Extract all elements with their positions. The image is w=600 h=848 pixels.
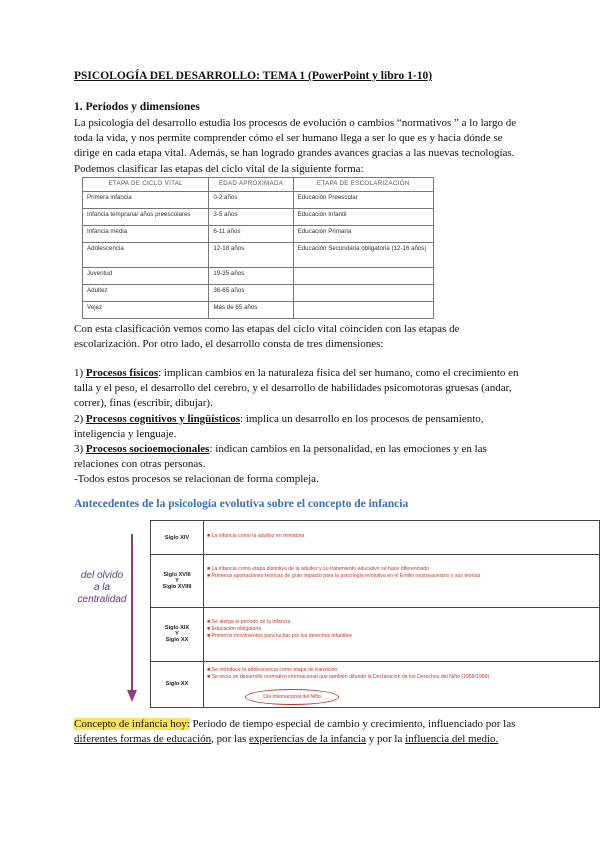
century-item: ■ Educación obligatoria xyxy=(207,626,262,633)
concepto-text: , por las xyxy=(211,733,250,746)
century-label xyxy=(151,607,204,661)
annotation-oval: Día Internacional del Niño xyxy=(245,689,339,705)
table-row xyxy=(83,285,434,302)
concepto-text: Periodo de tiempo especial de cambio y crecimiento, influenciado por las xyxy=(189,718,516,730)
after-table-paragraph: Con esta clasificación vemos como las etapas del ciclo vital coinciden con las etapas de escolarización. Por otro lado, el desarrollo consta de tres dimensiones: xyxy=(74,323,460,351)
table-row xyxy=(83,226,434,243)
table-cell xyxy=(293,302,433,319)
table-row xyxy=(83,192,434,209)
intro-paragraph: La psicología del desarrollo estudia los procesos de evolución o cambios “normativos ” a lo largo de toda la vida, y nos permite comprender cómo el ser humano llega a ser lo que es y hacia dónde se dirige en cada etapa vital. Además, se han logrado grandes avances gracias a las nuevas tecnologías. Podemos clasificar las etapas del ciclo vital de la siguiente forma: xyxy=(74,117,517,175)
table-header: EDAD APROXIMADA xyxy=(209,178,293,192)
century-row xyxy=(151,554,599,608)
side-label-line: a la xyxy=(93,582,111,593)
concepto-underlined: experiencias de la infancia xyxy=(249,733,366,746)
century-label-line: Siglo XX xyxy=(165,681,189,687)
century-item: ■ Se introduce la adolescencia como etapa de transición xyxy=(207,667,338,673)
page-title: PSICOLOGÍA DEL DESARROLLO: TEMA 1 (PowerPoint y libro 1-10) xyxy=(74,70,433,82)
century-label-line: Siglo XX xyxy=(165,637,189,643)
table-cell: Más de 65 años xyxy=(209,302,293,319)
table-cell: Primera infancia xyxy=(83,192,209,209)
table-cell: Infancia temprana/ años preescolares xyxy=(83,209,209,226)
table-cell: 12-18 años xyxy=(209,243,293,268)
concepto-underlined: influencia del medio. xyxy=(405,733,499,746)
table-header: ETAPA DE ESCOLARIZACIÓN xyxy=(293,178,433,192)
side-label xyxy=(66,570,138,606)
century-label-line: Siglo XIX xyxy=(164,625,190,631)
century-items xyxy=(207,667,595,681)
table-cell: Juventud xyxy=(83,268,209,285)
dimension-item xyxy=(74,412,526,442)
century-row xyxy=(151,607,599,662)
concepto-label: Concepto de infancia hoy: xyxy=(74,718,190,730)
table-cell: Educación Infantil xyxy=(293,209,433,226)
table-row xyxy=(83,209,434,226)
centuries-table xyxy=(150,520,600,708)
century-label xyxy=(151,554,204,607)
table-cell: Adolescencia xyxy=(83,243,209,268)
table-cell: 6-11 años xyxy=(209,226,293,243)
table-header: ETAPA DE CICLO VITAL xyxy=(83,178,209,192)
down-arrow-icon xyxy=(126,532,138,704)
dimension-number: 3) xyxy=(74,443,86,456)
dimension-text: : implican cambios en la naturaleza física del ser humano, como el crecimiento en talla y el peso, el desarrollo del cerebro, y el desarrollo de habilidades psicomotoras gruesas (andar, correr), finas (escribir, dibujar). xyxy=(74,367,519,410)
antecedentes-heading: Antecedentes de la psicología evolutiva sobre el concepto de infancia xyxy=(74,498,409,510)
table-cell: 19-35 años xyxy=(209,268,293,285)
century-label-line: Y xyxy=(175,577,179,584)
dimension-text: : implica un desarrollo en los procesos de pensamiento, inteligencia y lenguaje. xyxy=(74,412,484,440)
century-label-line: Siglo XIV xyxy=(164,534,190,541)
century-label xyxy=(151,521,204,554)
table-header-row xyxy=(83,178,434,192)
table-cell: 3-5 años xyxy=(209,209,293,226)
dimension-number: 2) xyxy=(74,412,86,425)
concepto-text: y por la xyxy=(366,733,406,746)
century-items xyxy=(207,566,595,580)
century-item: ■ Primeras aportaciones teóricas de gran impacto para la psicología evolutiva en el Emilio rousseauniano y sus teorías xyxy=(207,573,481,580)
century-label-line: Siglo XVIIII xyxy=(162,583,192,590)
table-cell xyxy=(293,285,433,302)
century-label-line: Siglo XVIII xyxy=(163,571,191,578)
side-label-line: del olvido xyxy=(80,570,124,581)
century-item: ■ La infancia como la adultez en miniatura xyxy=(207,533,305,539)
concepto-underlined: diferentes formas de educación xyxy=(74,733,212,746)
dimension-text: : indican cambios en la personalidad, en las emociones y en las relaciones con otras personas. xyxy=(74,443,487,471)
century-items xyxy=(207,533,595,540)
dimensions-list xyxy=(74,366,526,488)
dimension-number: 1) xyxy=(74,367,86,379)
dimensions-note: -Todos estos procesos se relacionan de forma compleja. xyxy=(74,473,319,486)
table-cell xyxy=(293,268,433,285)
table-cell: 0-2 años xyxy=(209,192,293,209)
dimension-name: Procesos físicos xyxy=(85,367,159,379)
century-item: ■ La infancia como etapa distintiva de la adultez y su tratamiento educativo se hace diferenciado xyxy=(207,566,430,572)
table-cell: Educación Preescolar xyxy=(293,192,433,209)
dimension-item xyxy=(74,442,526,472)
century-item: ■ Primeros movimientos para luchar por los derechos infantiles xyxy=(207,633,352,640)
life-cycle-table xyxy=(82,177,434,319)
dimension-item xyxy=(74,366,526,412)
table-row xyxy=(83,268,434,285)
century-items xyxy=(207,619,595,641)
dimension-name: Procesos cognitivos y lingüísticos xyxy=(85,412,241,425)
table-cell: Educación Primaria xyxy=(293,226,433,243)
table-cell: Adultez xyxy=(83,285,209,302)
century-label xyxy=(151,661,204,707)
table-cell: Educación Secundaria obligatoria (12-16 años) xyxy=(293,243,433,268)
concepto-paragraph xyxy=(74,717,534,747)
table-row xyxy=(83,302,434,319)
table-cell: Infancia media xyxy=(83,226,209,243)
table-row xyxy=(83,243,434,268)
dimension-name: Procesos socioemocionales xyxy=(85,443,210,456)
century-row xyxy=(151,661,599,707)
century-item: ■ Se alarga el período de la infancia xyxy=(207,619,291,625)
century-item: ■ Se inicia un desarrollo normativo internacional que también difunde la Declaración de los Derechos del Niño (1959/1989) xyxy=(207,674,490,681)
table-cell: Vejez xyxy=(83,302,209,319)
section-heading: 1. Periodos y dimensiones xyxy=(74,101,200,113)
table-cell: 36-65 años xyxy=(209,285,293,302)
side-label-line: centralidad xyxy=(77,594,127,605)
century-label-line: Y xyxy=(175,631,179,637)
century-row xyxy=(151,521,599,555)
